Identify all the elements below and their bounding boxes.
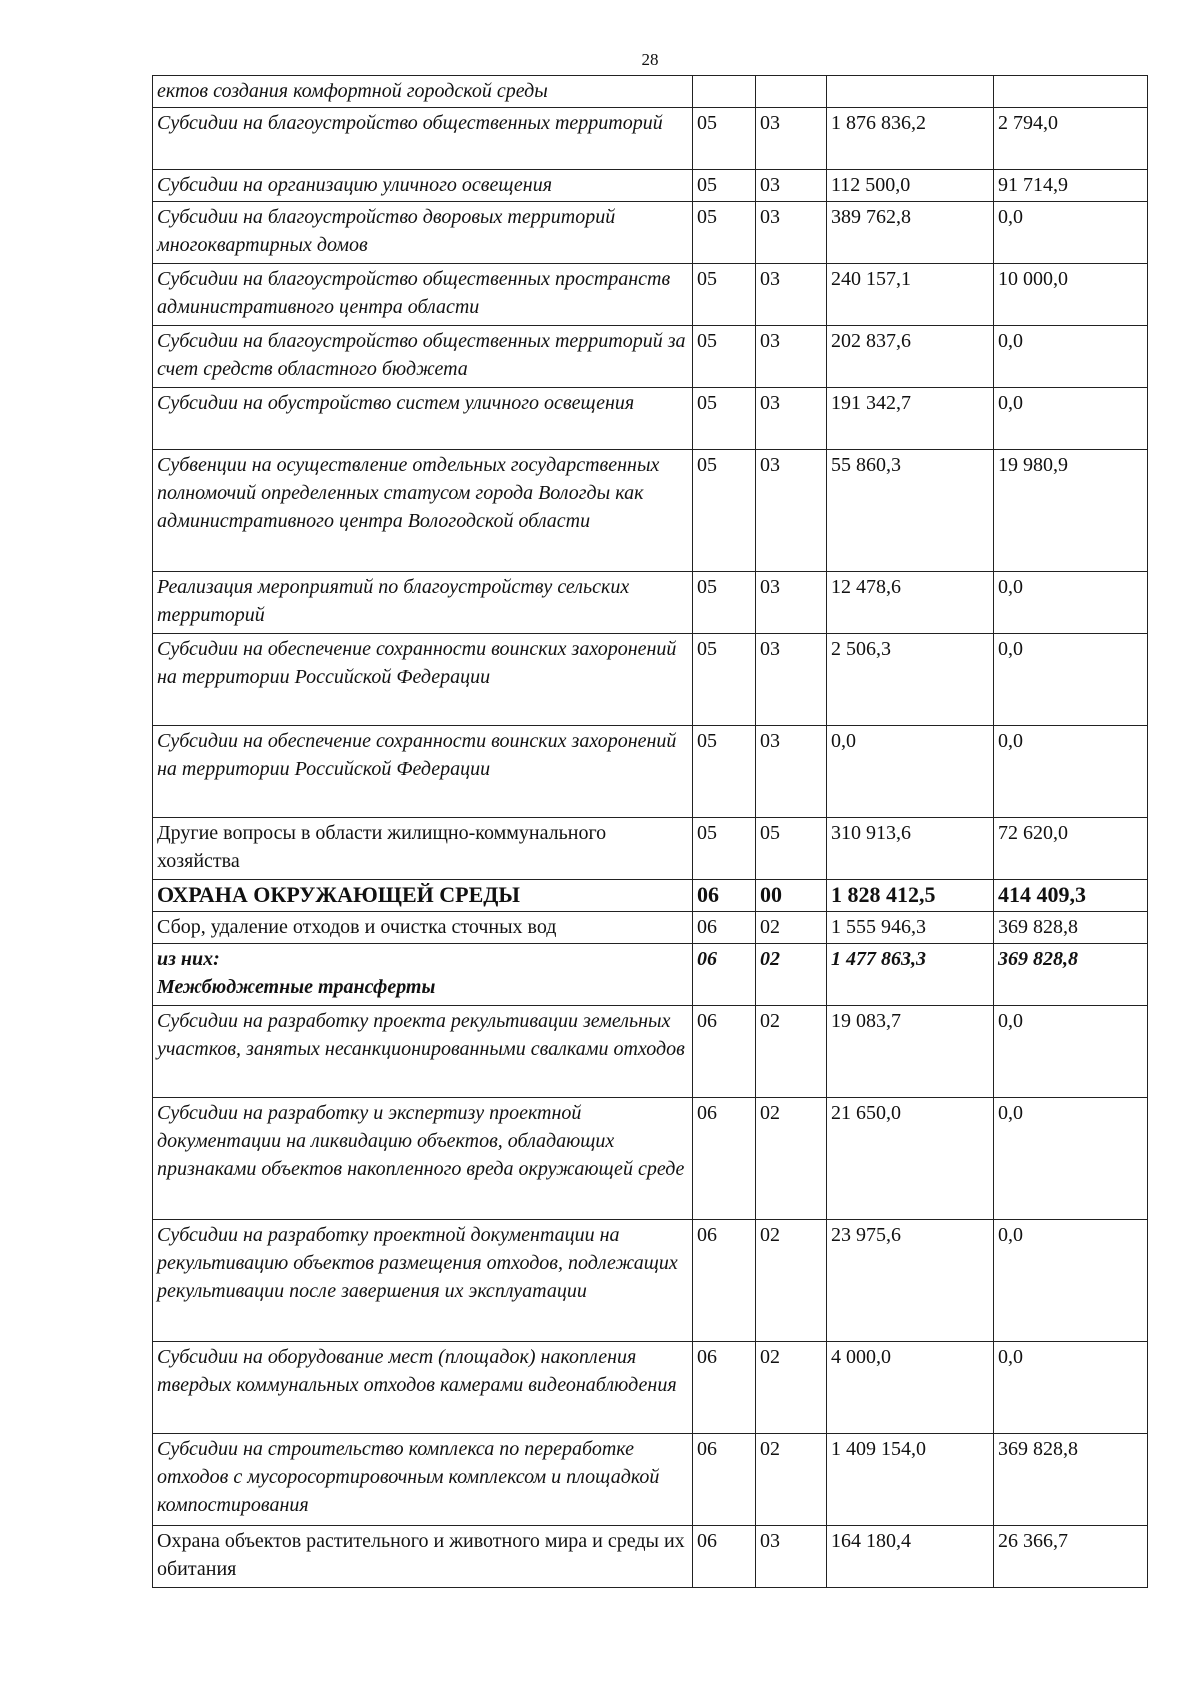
row-name: Субсидии на благоустройство общественных территорий [153, 108, 693, 170]
row-razdel-code: 06 [693, 1098, 756, 1220]
row-razdel-code: 06 [693, 1434, 756, 1526]
row-amount-total: 164 180,4 [827, 1526, 994, 1588]
row-amount-total: 389 762,8 [827, 202, 994, 264]
row-name: Субсидии на разработку проектной документации на рекультивацию объектов размещения отходов, подлежащих рекультивации после завершения их эксплуатации [153, 1220, 693, 1342]
row-podrazdel-code: 02 [756, 1220, 827, 1342]
row-razdel-code: 06 [693, 1342, 756, 1434]
table-row [153, 450, 1148, 572]
row-amount-second: 2 794,0 [994, 108, 1148, 170]
row-name: Охрана объектов растительного и животного мира и среды их обитания [153, 1526, 693, 1588]
row-podrazdel-code: 02 [756, 1434, 827, 1526]
row-amount-second: 369 828,8 [994, 912, 1148, 944]
row-amount-second: 0,0 [994, 202, 1148, 264]
table-row [153, 326, 1148, 388]
row-amount-second: 414 409,3 [994, 880, 1148, 912]
table-row [153, 108, 1148, 170]
row-razdel-code: 05 [693, 388, 756, 450]
row-amount-total: 12 478,6 [827, 572, 994, 634]
row-name: Субсидии на обеспечение сохранности воинских захоронений на территории Российской Федерации [153, 726, 693, 818]
row-amount-second: 0,0 [994, 1220, 1148, 1342]
row-amount-total [827, 76, 994, 108]
row-amount-second: 72 620,0 [994, 818, 1148, 880]
row-razdel-code: 05 [693, 264, 756, 326]
row-amount-second: 369 828,8 [994, 1434, 1148, 1526]
row-razdel-code: 06 [693, 1526, 756, 1588]
row-name: Другие вопросы в области жилищно-коммунального хозяйства [153, 818, 693, 880]
table-row [153, 202, 1148, 264]
row-podrazdel-code: 03 [756, 264, 827, 326]
row-amount-total: 21 650,0 [827, 1098, 994, 1220]
row-amount-second: 10 000,0 [994, 264, 1148, 326]
row-name: Субсидии на благоустройство дворовых территорий многоквартирных домов [153, 202, 693, 264]
row-amount-second: 91 714,9 [994, 170, 1148, 202]
row-amount-second [994, 76, 1148, 108]
row-amount-second: 0,0 [994, 634, 1148, 726]
row-podrazdel-code: 03 [756, 634, 827, 726]
row-razdel-code: 06 [693, 880, 756, 912]
table-row [153, 912, 1148, 944]
row-amount-total: 1 409 154,0 [827, 1434, 994, 1526]
row-amount-total: 1 876 836,2 [827, 108, 994, 170]
table-row [153, 726, 1148, 818]
table-row [153, 634, 1148, 726]
row-podrazdel-code: 02 [756, 1006, 827, 1098]
row-amount-second: 0,0 [994, 1098, 1148, 1220]
row-name: Реализация мероприятий по благоустройству сельских территорий [153, 572, 693, 634]
table-row [153, 944, 1148, 1006]
row-razdel-code: 06 [693, 1006, 756, 1098]
row-podrazdel-code: 02 [756, 1342, 827, 1434]
row-name: ОХРАНА ОКРУЖАЮЩЕЙ СРЕДЫ [153, 880, 693, 912]
row-amount-total: 191 342,7 [827, 388, 994, 450]
table-row [153, 1006, 1148, 1098]
row-podrazdel-code: 00 [756, 880, 827, 912]
row-name: Субсидии на разработку и экспертизу проектной документации на ликвидацию объектов, обладающих признаками объектов накопленного вреда окружающей среде [153, 1098, 693, 1220]
row-amount-total: 1 828 412,5 [827, 880, 994, 912]
row-name: Субсидии на организацию уличного освещения [153, 170, 693, 202]
row-podrazdel-code [756, 76, 827, 108]
row-podrazdel-code: 02 [756, 1098, 827, 1220]
row-amount-second: 26 366,7 [994, 1526, 1148, 1588]
row-amount-total: 2 506,3 [827, 634, 994, 726]
row-amount-second: 0,0 [994, 1342, 1148, 1434]
table-row [153, 1098, 1148, 1220]
row-amount-second: 369 828,8 [994, 944, 1148, 1006]
row-razdel-code: 05 [693, 202, 756, 264]
row-name: Субвенции на осуществление отдельных государственных полномочий определенных статусом города Вологды как административного центра Вологодской области [153, 450, 693, 572]
table-row [153, 880, 1148, 912]
row-name: ектов создания комфортной городской среды [153, 76, 693, 108]
row-amount-second: 0,0 [994, 1006, 1148, 1098]
table-row [153, 1342, 1148, 1434]
table-row [153, 170, 1148, 202]
row-podrazdel-code: 03 [756, 326, 827, 388]
row-razdel-code: 05 [693, 818, 756, 880]
row-amount-total: 310 913,6 [827, 818, 994, 880]
row-razdel-code: 06 [693, 912, 756, 944]
table-row [153, 572, 1148, 634]
row-name: из них: Межбюджетные трансферты [153, 944, 693, 1006]
table-row [153, 76, 1148, 108]
row-amount-total: 19 083,7 [827, 1006, 994, 1098]
row-name: Субсидии на благоустройство общественных территорий за счет средств областного бюджета [153, 326, 693, 388]
table-row [153, 818, 1148, 880]
row-razdel-code: 05 [693, 450, 756, 572]
table-row [153, 388, 1148, 450]
row-name: Субсидии на разработку проекта рекультивации земельных участков, занятых несанкционированными свалками отходов [153, 1006, 693, 1098]
row-amount-total: 55 860,3 [827, 450, 994, 572]
row-amount-total: 0,0 [827, 726, 994, 818]
row-razdel-code: 05 [693, 634, 756, 726]
row-name: Субсидии на оборудование мест (площадок) накопления твердых коммунальных отходов камерами видеонаблюдения [153, 1342, 693, 1434]
row-amount-total: 112 500,0 [827, 170, 994, 202]
row-amount-total: 240 157,1 [827, 264, 994, 326]
row-podrazdel-code: 02 [756, 944, 827, 1006]
row-razdel-code: 06 [693, 1220, 756, 1342]
table-row [153, 264, 1148, 326]
row-podrazdel-code: 03 [756, 1526, 827, 1588]
row-razdel-code: 06 [693, 944, 756, 1006]
row-amount-second: 0,0 [994, 726, 1148, 818]
row-podrazdel-code: 03 [756, 202, 827, 264]
row-podrazdel-code: 03 [756, 108, 827, 170]
row-razdel-code: 05 [693, 170, 756, 202]
row-podrazdel-code: 02 [756, 912, 827, 944]
row-podrazdel-code: 03 [756, 726, 827, 818]
row-podrazdel-code: 03 [756, 388, 827, 450]
table-row [153, 1434, 1148, 1526]
row-amount-second: 0,0 [994, 572, 1148, 634]
table-row [153, 1526, 1148, 1588]
row-amount-second: 0,0 [994, 388, 1148, 450]
row-name: Субсидии на обеспечение сохранности воинских захоронений на территории Российской Федерации [153, 634, 693, 726]
row-amount-second: 19 980,9 [994, 450, 1148, 572]
row-razdel-code: 05 [693, 726, 756, 818]
row-amount-total: 1 555 946,3 [827, 912, 994, 944]
page-number: 28 [641, 50, 659, 69]
row-razdel-code [693, 76, 756, 108]
row-podrazdel-code: 03 [756, 572, 827, 634]
row-name: Сбор, удаление отходов и очистка сточных вод [153, 912, 693, 944]
table-row [153, 1220, 1148, 1342]
row-amount-total: 1 477 863,3 [827, 944, 994, 1006]
row-amount-total: 4 000,0 [827, 1342, 994, 1434]
row-razdel-code: 05 [693, 108, 756, 170]
row-amount-total: 202 837,6 [827, 326, 994, 388]
row-amount-total: 23 975,6 [827, 1220, 994, 1342]
row-amount-second: 0,0 [994, 326, 1148, 388]
budget-table [152, 75, 1148, 1588]
row-podrazdel-code: 03 [756, 450, 827, 572]
row-podrazdel-code: 03 [756, 170, 827, 202]
row-name: Субсидии на строительство комплекса по переработке отходов с мусоросортировочным комплексом и площадкой компостирования [153, 1434, 693, 1526]
row-razdel-code: 05 [693, 326, 756, 388]
row-razdel-code: 05 [693, 572, 756, 634]
row-podrazdel-code: 05 [756, 818, 827, 880]
row-name: Субсидии на благоустройство общественных пространств административного центра области [153, 264, 693, 326]
row-name: Субсидии на обустройство систем уличного освещения [153, 388, 693, 450]
budget-table-body [153, 76, 1148, 1588]
